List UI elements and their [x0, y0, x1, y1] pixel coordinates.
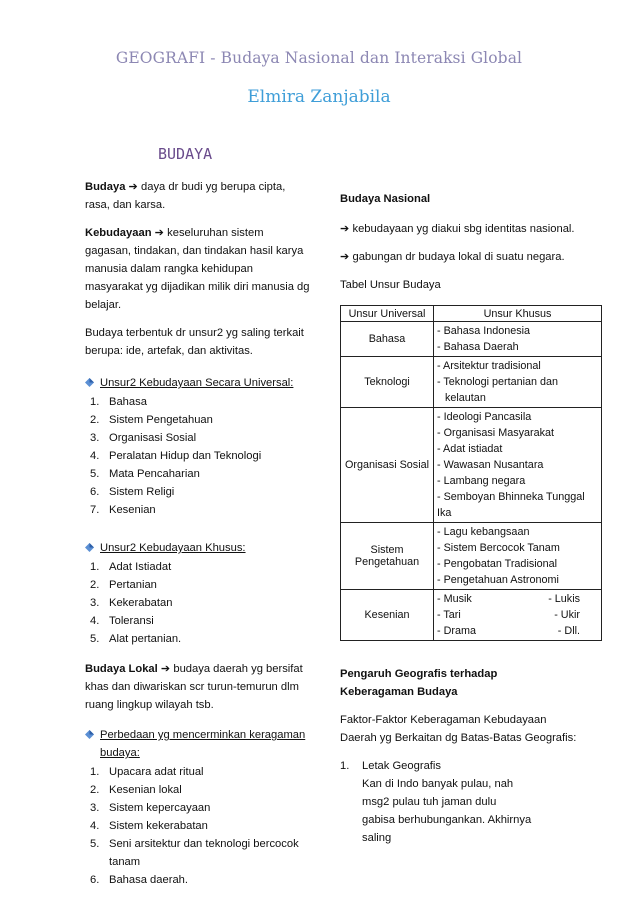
table-row — [341, 523, 602, 590]
unsur-budaya-table — [340, 305, 602, 641]
table-cell-khusus: - Ideologi Pancasila - Organisasi Masyarakat - Adat istiadat - Wawasan Nusantara - Lambang negara - Semboyan Bhinneka Tunggal Ika — [434, 408, 602, 523]
faktor-list — [340, 757, 602, 847]
table-cell-khusus: - Arsitektur tradisional - Teknologi pertanian dan kelautan — [434, 357, 602, 408]
list-item: 4. Peralatan Hidup dan Teknologi — [90, 450, 262, 462]
khusus-list — [85, 558, 310, 648]
term-kebudayaan: Kebudayaan — [85, 227, 152, 239]
khusus-title: Unsur2 Kebudayaan Khusus: — [100, 542, 246, 554]
list-item: 2. Pertanian — [90, 579, 157, 591]
list-item: 3. Organisasi Sosial — [90, 432, 197, 444]
table-row — [341, 357, 602, 408]
list-item: 2. Sistem Pengetahuan — [90, 414, 213, 426]
list-item: 1. Bahasa — [90, 396, 147, 408]
arrow-right-icon: ➔ — [154, 227, 165, 239]
table-cell-unsur: Teknologi — [341, 357, 434, 408]
perbedaan-title-line2: budaya: — [100, 747, 140, 759]
list-item: 1. Letak Geografis Kan di Indo banyak pulau, nah msg2 pulau tuh jaman dulu gabisa berhubungankan. Akhirnya saling — [340, 757, 602, 847]
term-budaya-lokal: Budaya Lokal — [85, 663, 158, 675]
faktor-text: Faktor-Faktor Keberagaman Kebudayaan Daerah yg Berkaitan dg Batas-Batas Geografis: — [340, 714, 577, 744]
list-item: 5. Seni arsitektur dan teknologi bercocok tanam — [90, 838, 299, 868]
table-cell-unsur: Organisasi Sosial — [341, 408, 434, 523]
right-column — [340, 190, 602, 847]
table-cell-khusus: - Musik - Lukis - Tari - Ukir - Drama - Dll. — [434, 590, 602, 641]
universal-title: Unsur2 Kebudayaan Secara Universal: — [100, 377, 294, 389]
arrow-right-icon: ➔ — [340, 251, 350, 263]
pengaruh-title: Pengaruh Geografis terhadap Keberagaman Budaya — [340, 668, 498, 698]
table-row — [341, 590, 602, 641]
section-heading-budaya: BUDAYA — [158, 145, 213, 163]
universal-heading — [85, 374, 310, 392]
table-header-row — [341, 306, 602, 322]
table-cell-khusus: - Bahasa Indonesia - Bahasa Daerah — [434, 322, 602, 357]
definition-kebudayaan-text: keseluruhan sistem gagasan, tindakan, dan tindakan hasil karya manusia dalam rangka kehidupan masyarakat yg dijadikan milik diri manusia dg belajar. — [85, 227, 310, 311]
perbedaan-list — [85, 763, 310, 889]
paragraph-terbentuk: Budaya terbentuk dr unsur2 yg saling terkait berupa: ide, artefak, dan aktivitas. — [85, 327, 304, 357]
arrow-right-icon: ➔ — [128, 181, 138, 193]
definition-budaya-text: daya dr budi yg berupa cipta, rasa, dan karsa. — [85, 181, 286, 211]
universal-list — [85, 393, 310, 519]
list-item: 6. Bahasa daerah. — [90, 874, 188, 886]
diamond-bullet-icon — [85, 378, 94, 387]
arrow-right-icon: ➔ — [340, 223, 350, 235]
definition-budaya-lokal-text: budaya daerah yg bersifat khas dan diwariskan scr turun-temurun dlm ruang lingkup wilayah tsb. — [85, 663, 303, 711]
definition-budaya — [85, 178, 310, 214]
table-cell-unsur: Bahasa — [341, 322, 434, 357]
list-item: 4. Toleransi — [90, 615, 154, 627]
document-header-title: GEOGRAFI - Budaya Nasional dan Interaksi Global — [115, 49, 523, 67]
list-item: 1. Adat Istiadat — [90, 561, 172, 573]
budaya-nasional-point2: ➔ gabungan dr budaya lokal di suatu negara. — [340, 251, 565, 263]
list-item: 7. Kesenian — [90, 504, 156, 516]
perbedaan-heading — [85, 726, 310, 762]
list-item: 4. Sistem kekerabatan — [90, 820, 208, 832]
table-header-cell: Unsur Universal — [341, 306, 434, 322]
arrow-right-icon: ➔ — [160, 663, 171, 675]
table-cell-unsur: Kesenian — [341, 590, 434, 641]
list-item: 1. Upacara adat ritual — [90, 766, 204, 778]
term-budaya: Budaya — [85, 181, 126, 193]
definition-kebudayaan — [85, 224, 310, 314]
list-item: 6. Sistem Religi — [90, 486, 175, 498]
table-row — [341, 322, 602, 357]
perbedaan-title-line1: Perbedaan yg mencerminkan keragaman — [100, 729, 306, 741]
list-item: 3. Kekerabatan — [90, 597, 173, 609]
diamond-bullet-icon — [85, 730, 94, 739]
document-author: Elmira Zanjabila — [247, 87, 391, 107]
table-caption: Tabel Unsur Budaya — [340, 279, 441, 291]
list-item: 5. Alat pertanian. — [90, 633, 182, 645]
table-row — [341, 408, 602, 523]
list-item: 2. Kesenian lokal — [90, 784, 182, 796]
table-header-cell: Unsur Khusus — [434, 306, 602, 322]
letak-text: Kan di Indo banyak pulau, nah msg2 pulau tuh jaman dulu gabisa berhubungankan. Akhirnya saling — [362, 778, 532, 844]
budaya-nasional-title: Budaya Nasional — [340, 193, 431, 205]
list-item: 3. Sistem kepercayaan — [90, 802, 211, 814]
table-cell-unsur: Sistem Pengetahuan — [341, 523, 434, 590]
khusus-heading — [85, 539, 310, 557]
table-cell-khusus: - Lagu kebangsaan - Sistem Bercocok Tanam - Pengobatan Tradisional - Pengetahuan Astronomi — [434, 523, 602, 590]
letak-title: Letak Geografis — [362, 760, 441, 772]
left-column — [85, 178, 310, 889]
diamond-bullet-icon — [85, 543, 94, 552]
list-item: 5. Mata Pencaharian — [90, 468, 200, 480]
budaya-nasional-point1: ➔ kebudayaan yg diakui sbg identitas nasional. — [340, 223, 575, 235]
definition-budaya-lokal — [85, 660, 310, 714]
